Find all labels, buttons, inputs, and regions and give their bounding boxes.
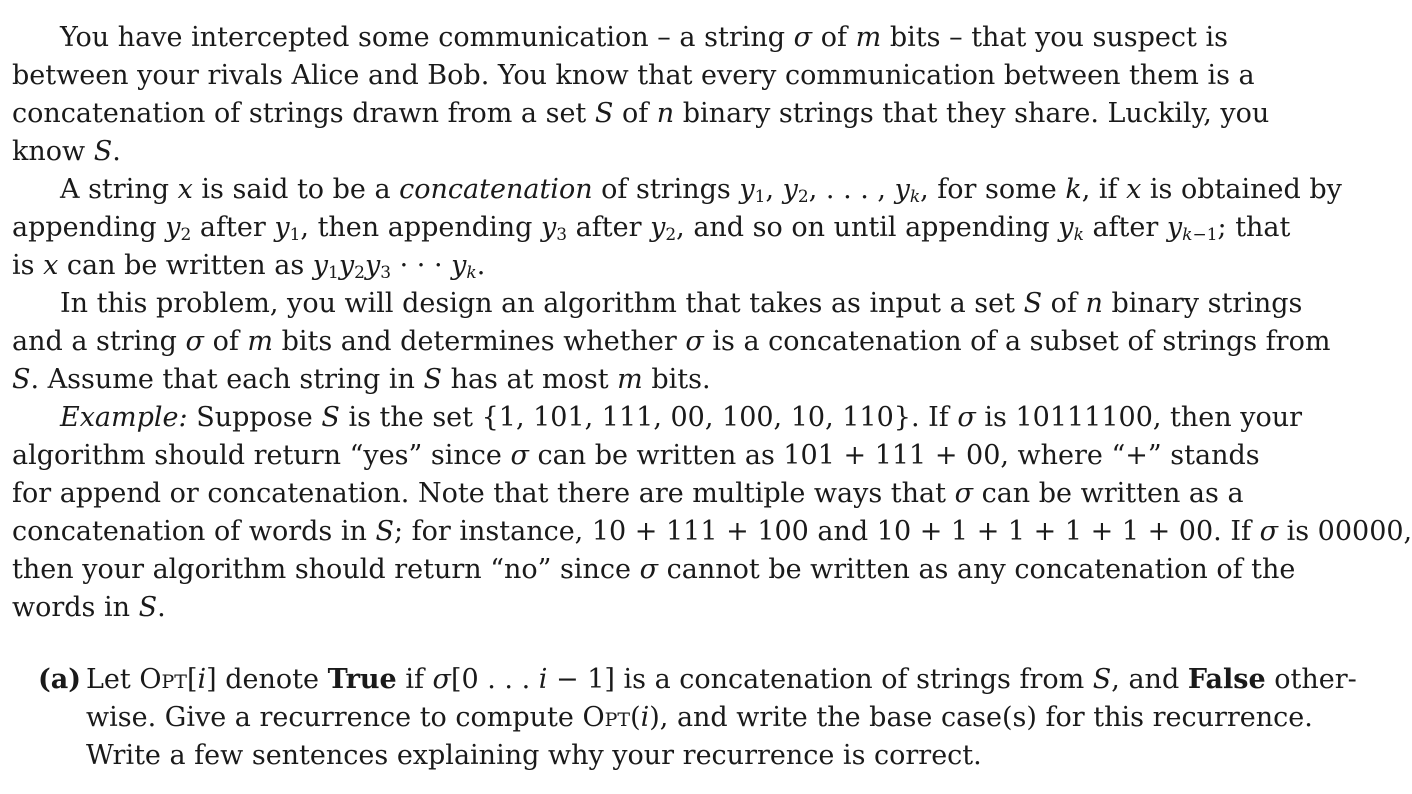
part-a-line-2: wise. Give a recurrence to compute Opt(i), and write the base case(s) for this recurrence. xyxy=(86,702,1313,733)
part-a-label: (a) xyxy=(38,664,82,695)
paragraph-4-line-3: for append or concatenation. Note that there are multiple ways that σ can be written as a xyxy=(12,478,1244,509)
paragraph-4-line-1: Example: Suppose S is the set {1, 101, 111, 00, 100, 10, 110}. If σ is 10111100, then your xyxy=(60,402,1303,433)
paragraph-2-line-2: appending $y_2$ after $y_1$, then appending $y_3$ after $y_2$, and so on until appending $y_k$ after $y_{k-1}$; that xyxy=(12,212,1291,245)
paragraph-3-line-2: and a string σ of m bits and determines whether σ is a concatenation of a subset of strings from xyxy=(12,326,1331,357)
paragraph-1-line-3: concatenation of strings drawn from a set S of n binary strings that they share. Luckily, you xyxy=(12,98,1270,129)
paragraph-1-line-2: between your rivals Alice and Bob. You know that every communication between them is a xyxy=(12,60,1255,91)
part-a-line-1: Let Opt[i] denote True if σ[0 . . . i − 1] is a concatenation of strings from S, and False other- xyxy=(86,664,1357,695)
paragraph-4-line-2: algorithm should return “yes” since σ can be written as 101 + 111 + 00, where “+” stands xyxy=(12,440,1260,471)
paragraph-2-line-1: A string x is said to be a concatenation of strings $y_1$, $y_2$, . . . , $y_k$, for some k, if x is obtained by xyxy=(60,174,1342,207)
paragraph-2-line-3: is x can be written as $y_1y_2y_3$ · · · $y_k$. xyxy=(12,250,486,283)
paragraph-4-line-5: then your algorithm should return “no” since σ cannot be written as any concatenation of the xyxy=(12,554,1296,585)
paragraph-1-line-4: know S. xyxy=(12,136,121,167)
paragraph-4-line-6: words in S. xyxy=(12,592,166,623)
paragraph-3-line-3: S. Assume that each string in S has at most m bits. xyxy=(12,364,711,395)
paragraph-1-line-1: You have intercepted some communication – a string σ of m bits – that you suspect is xyxy=(60,22,1228,53)
part-a-line-3: Write a few sentences explaining why your recurrence is correct. xyxy=(86,740,982,771)
paragraph-3-line-1: In this problem, you will design an algorithm that takes as input a set S of n binary strings xyxy=(60,288,1303,319)
paragraph-4-line-4: concatenation of words in S; for instance, 10 + 111 + 100 and 10 + 1 + 1 + 1 + 1 + 00. If σ is 00000, xyxy=(12,516,1412,547)
